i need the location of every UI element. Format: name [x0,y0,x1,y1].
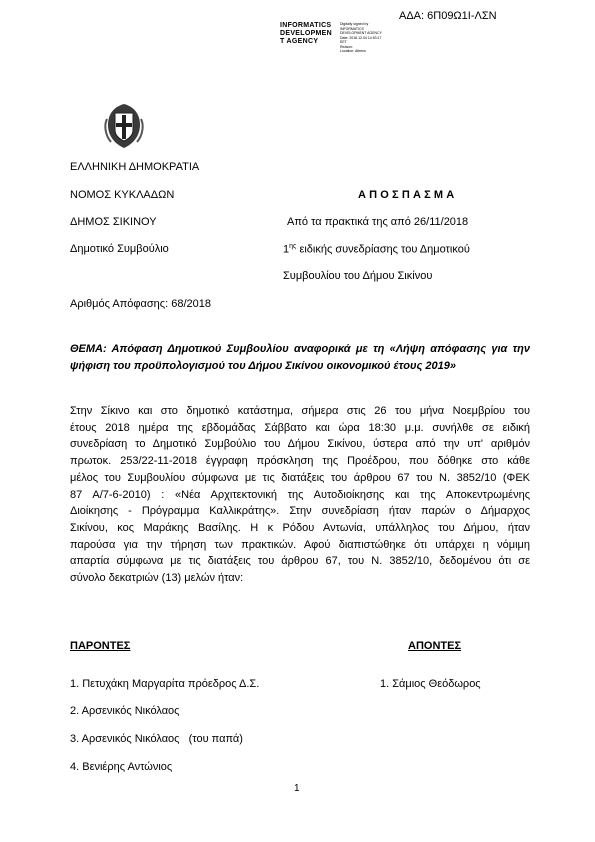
session-description [283,243,470,256]
prefecture-label: ΝΟΜΟΣ ΚΥΚΛΑΔΩΝ [70,189,175,201]
stamp-line: T AGENCY [280,38,319,45]
session-description-line2: Συμβουλίου του Δήμου Σικίνου [283,270,433,282]
decision-number: Αριθμός Απόφασης: 68/2018 [70,298,211,310]
stamp-detail-line: DEVELOPMENT AGENCY [340,31,382,35]
session-rest: ειδικής συνεδρίασης του Δημοτικού [296,243,470,256]
body-paragraph [70,403,530,587]
page-number: 1 [294,783,300,794]
stamp-line: INFORMATICS [280,22,332,29]
stamp-detail-line: Location: Athens [340,49,366,53]
stamp-detail-line: Digitally signed by [340,22,369,26]
council-label: Δημοτικό Συμβούλιο [70,243,169,255]
absent-member: 1. Σάμιος Θεόδωρος [380,678,481,690]
body-line: απαρτία σύμφωνα με τις διατάξεις του άρθρου 67, του Ν. 3852/10, δεδομένου ότι σε [70,555,530,568]
session-number: 1 [283,243,290,256]
present-member: 3. Αρσενικός Νικόλαος (του παπά) [70,733,243,745]
signature-stamp-org [280,22,332,46]
body-line: σύνολο δεκατριών (13) μελών ήταν: [70,572,244,585]
body-line: 87 Α/7-6-2010) : «Νέα Αρχιτεκτονική της Αυτοδιοίκησης και της Αποκεντρωμένης [70,488,530,501]
body-line: έτους 2018 ημέρα της εβδομάδας Σάββατο και ώρα 18:30 μ.μ. συνήλθε σε ειδική [70,421,530,434]
absent-heading: ΑΠΟΝΤΕΣ [408,640,462,652]
body-line: Στην Σίκινο και στο δημοτικό κατάστημα, σήμερα στις 26 του μήνα Νοεμβρίου του [70,405,530,417]
body-line: Σικίνου, κος Μαράκης Βασίλης. Η κ Ρόδου Αντωνία, υπάλληλος του Δήμου, ήταν [70,521,530,534]
present-member: 1. Πετυχάκη Μαργαρίτα πρόεδρος Δ.Σ. [70,678,260,690]
body-line: συνεδρίαση το Δημοτικό Συμβούλιο του Δήμου Σικίνου, ύστερα από την υπ' αριθμόν [70,438,530,451]
body-line: μέλος του Συμβουλίου σύμφωνα με τις διατάξεις του άρθρου 67 του Ν. 3852/10 (ΦΕΚ [70,471,530,484]
session-superscript: ης [289,243,297,250]
ada-code: ΑΔΑ: 6Π09Ω1Ι-ΛΣΝ [399,10,497,22]
subject-heading: ΘΕΜΑ: Απόφαση Δημοτικού Συμβουλίου αναφορικά με τη «Λήψη απόφασης για την ψήφιση του προϋπολογισμού του Δήμου Σικίνου οικονομικού έτους 2019» [70,343,530,372]
stamp-line: DEVELOPMEN [280,30,333,37]
present-member: 2. Αρσενικός Νικόλαος [70,705,180,717]
body-line: παρούσα για την τήρηση των πρακτικών. Αφού διαπιστώθηκε ότι υπάρχει η νόμιμη [70,538,530,551]
minutes-date: Από τα πρακτικά της από 26/11/2018 [287,216,469,228]
body-line: πρωτοκ. 253/22-11-2018 έγγραφη πρόσκληση της Προέδρου, που δόθηκε στο κάθε [70,455,530,468]
document-title: ΑΠΟΣΠΑΣΜΑ [358,189,458,201]
present-member: 4. Βενιέρης Αντώνιος [70,761,173,773]
stamp-detail-line: INFORMATICS [340,26,364,31]
body-line: Διοίκησης - Πρόγραμμα Καλλικράτης». Στην συνεδρίαση ήταν παρών ο Δήμαρχος [70,505,530,518]
republic-label: ΕΛΛΗΝΙΚΗ ΔΗΜΟΚΡΑΤΙΑ [70,161,200,173]
stamp-detail-line: EET [340,40,347,44]
signature-stamp-details [340,22,382,54]
stamp-detail-line: Reason: [340,44,354,49]
municipality-label: ΔΗΜΟΣ ΣΙΚΙΝΟΥ [70,216,157,228]
present-heading: ΠΑΡΟΝΤΕΣ [70,640,131,652]
coat-of-arms-icon [103,103,145,149]
stamp-detail-line: Date: 2018.12.04 14:53:17 [340,35,382,40]
